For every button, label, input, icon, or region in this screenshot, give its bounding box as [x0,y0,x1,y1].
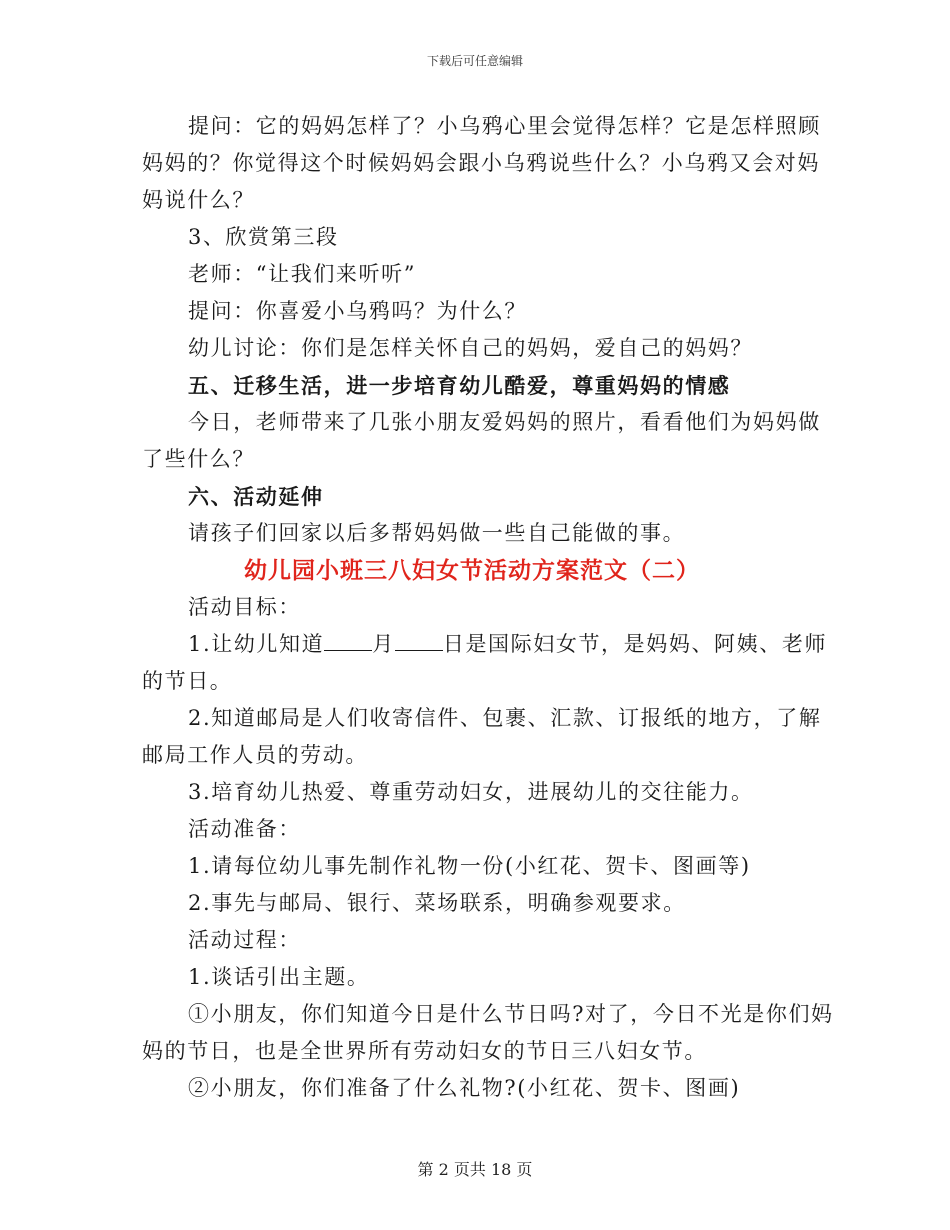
paragraph-line: 3、欣赏第三段 [188,225,339,249]
paragraph-line: 幼儿讨论：你们是怎样关怀自己的妈妈，爱自己的妈妈？ [188,336,753,360]
text-segment: 日是国际妇女节，是妈妈、阿姨、老师 [442,632,828,656]
paragraph-line: ②小朋友，你们准备了什么礼物?(小红花、贺卡、图画) [188,1076,741,1100]
paragraph-line: 活动准备： [188,817,301,841]
paragraph-line: 提问：你喜爱小乌鸦吗？为什么？ [188,299,527,323]
paragraph-line [142,626,828,663]
paragraph-line: 老师：“让我们来听听” [188,262,417,286]
text-segment: 1.让幼儿知道 [188,632,325,656]
section-heading: 六、活动延伸 [188,484,324,509]
paragraph-line: 的节日。 [142,669,233,693]
paragraph-line: 2.事先与邮局、银行、菜场联系，明确参观要求。 [188,891,686,915]
fill-in-blank [324,632,372,651]
paragraph-line: 妈妈的？你觉得这个时候妈妈会跟小乌鸦说些什么？小乌鸦又会对妈 [142,151,820,175]
paragraph-line: 2.知道邮局是人们收寄信件、包裹、汇款、订报纸的地方，了解 [188,706,822,730]
text-segment: 月 [372,632,395,656]
paragraph-line: 今日，老师带来了几张小朋友爱妈妈的照片，看看他们为妈妈做 [188,410,821,434]
paragraph-line: 活动目标： [188,595,301,619]
paragraph-line: 1.请每位幼儿事先制作礼物一份(小红花、贺卡、图画等) [188,854,751,878]
page-header: 下载后可任意编辑 [426,54,523,68]
document-title: 幼儿园小班三八妇女节活动方案范文（二） [244,557,700,584]
paragraph-line: 提问：它的妈妈怎样了？小乌鸦心里会觉得怎样？它是怎样照顾 [188,114,821,138]
paragraph-line: 3.培育幼儿热爱、尊重劳动妇女，进展幼儿的交往能力。 [188,780,754,804]
paragraph-line: 1.谈话引出主题。 [188,965,370,989]
paragraph-line: 妈的节日，也是全世界所有劳动妇女的节日三八妇女节。 [142,1039,707,1063]
paragraph-line: 了些什么？ [142,447,255,471]
page-footer: 第 2 页共 18 页 [417,1160,533,1179]
paragraph-line: 活动过程： [188,928,301,952]
fill-in-blank [395,632,443,651]
paragraph-line: 妈说什么？ [142,188,255,212]
document-body [142,108,834,1107]
section-heading: 五、迁移生活，进一步培育幼儿酷爱，尊重妈妈的情感 [188,373,731,398]
paragraph-line: ①小朋友，你们知道今日是什么节日吗?对了，今日不光是你们妈 [188,1002,834,1026]
paragraph-line: 邮局工作人员的劳动。 [142,743,368,767]
paragraph-line: 请孩子们回家以后多帮妈妈做一些自己能做的事。 [188,521,686,545]
